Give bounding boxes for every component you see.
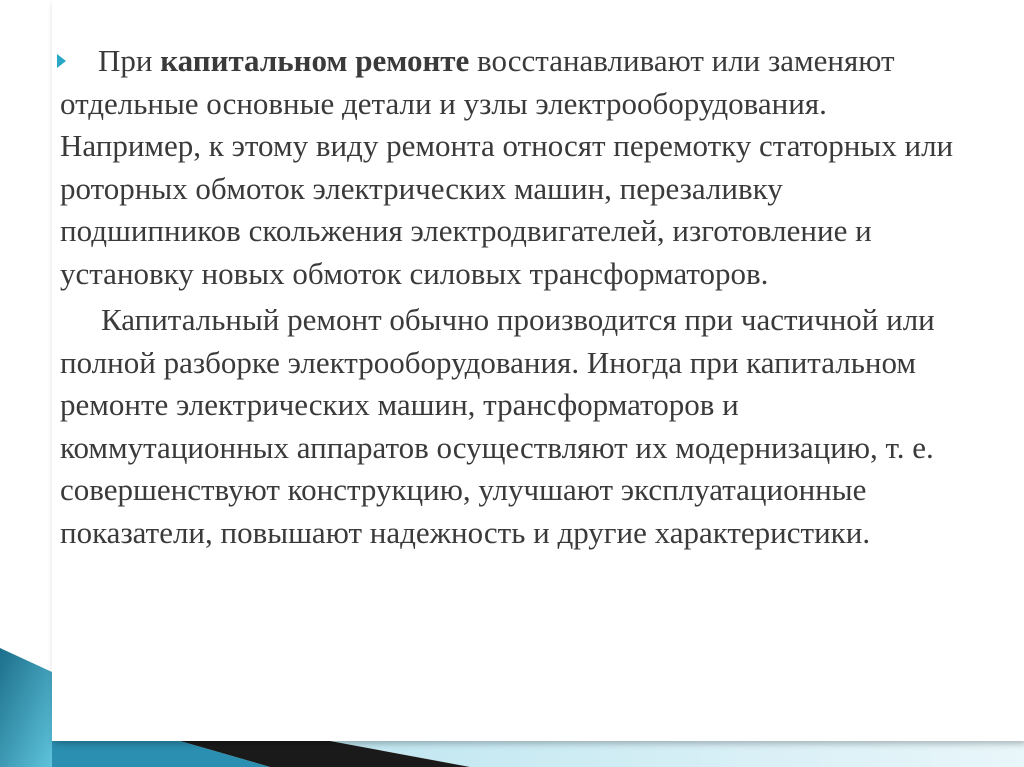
paragraph1-prefix: При <box>98 43 161 78</box>
blue-wedge-shape <box>0 648 52 767</box>
paragraph-capital-repair-definition <box>60 40 970 295</box>
paragraph2-text: Капитальный ремонт обычно производится при частичной или полной разборке электрооборудования. Иногда при капитальном ремонте электрических машин, трансформаторов и коммутационных аппаратов осуществляют их модернизацию, т. е. совершенствуют конструкцию, улучшают эксплуатационные показатели, повышают надежность и другие характеристики. <box>60 302 935 550</box>
paragraph-capital-repair-details <box>60 299 970 554</box>
slide-content <box>60 40 970 554</box>
paragraph1-emphasis: капитальном ремонте <box>160 43 470 78</box>
paragraph1-rest: восстанавливают или заменяют отдельные основные детали и узлы электрооборудования. Например, к этому виду ремонта относят перемотку статорных или роторных обмоток электрических машин, перезаливку подшипников скольжения электродвигателей, изготовление и установку новых обмоток силовых трансформаторов. <box>60 43 954 291</box>
bullet-arrow-icon <box>57 54 66 68</box>
